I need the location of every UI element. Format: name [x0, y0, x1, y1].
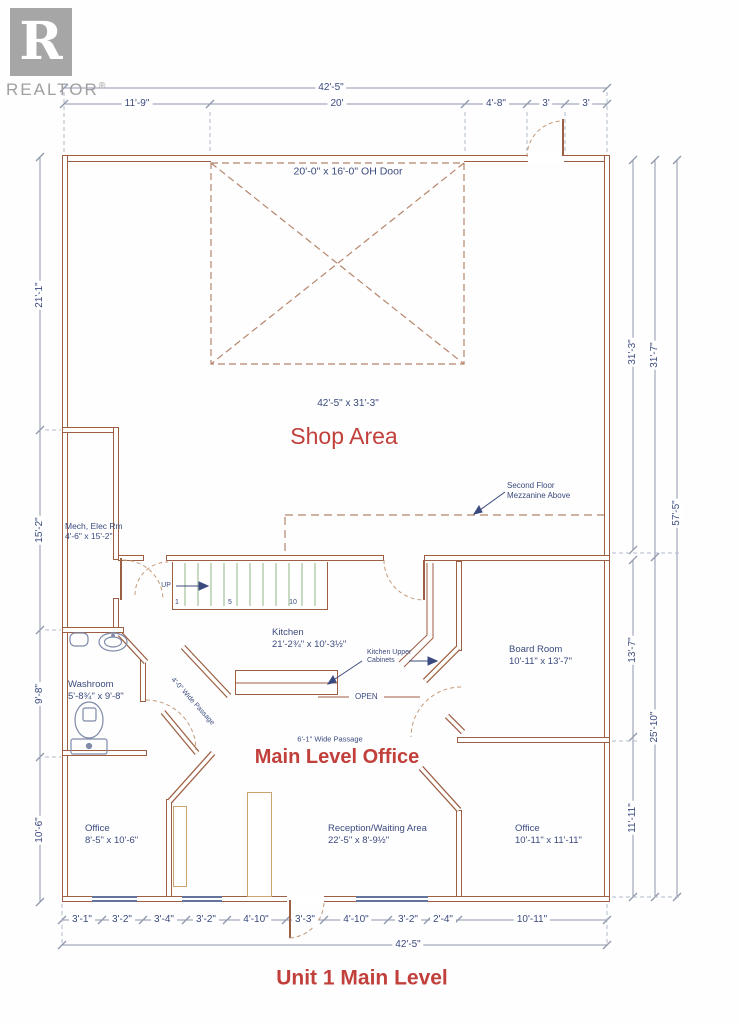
washroom-dim: 5'-8¾" x 9'-8" [68, 690, 124, 702]
cabinet-arrowhead-1 [328, 676, 336, 684]
dim-bottom-7: 3'-2" [395, 914, 421, 926]
dim-bottom-overall: 42'-5" [392, 939, 423, 951]
realtor-logo-letter: R [19, 11, 63, 72]
realtor-word: REALTOR [6, 80, 99, 99]
dim-bottom-9: 10'-11" [514, 914, 550, 926]
dim-right-31-3: 31'-3" [627, 339, 638, 365]
shop-area-dim: 42'-5" x 31'-3" [317, 398, 379, 409]
mezzanine-note-line1: Second Floor [507, 481, 555, 490]
shop-area-title: Shop Area [290, 423, 398, 450]
washroom-label [68, 679, 124, 703]
dim-bottom-2: 3'-4" [151, 914, 177, 926]
dim-left-1: 15'-2" [34, 517, 45, 543]
registered-mark: ® [98, 80, 106, 91]
board-room-name: Board Room [509, 644, 563, 655]
dim-bottom-6: 4'-10" [340, 914, 371, 926]
office-left-name: Office [85, 823, 110, 834]
dim-bottom-8: 2'-4" [430, 914, 456, 926]
mech-room-dim: 4'-6" x 15'-2" [65, 531, 113, 542]
washroom-name: Washroom [68, 679, 114, 690]
dim-bottom-5: 3'-3" [292, 914, 318, 926]
toilet-icon [71, 702, 107, 754]
dim-top-0: 11'-9" [122, 98, 153, 110]
dim-bottom-4: 4'-10" [240, 914, 271, 926]
dim-left-0: 21'-1" [34, 282, 45, 308]
office-left-label [85, 823, 138, 847]
kitchen-cabinets-note [367, 649, 411, 666]
main-level-office-title: Main Level Office [254, 746, 420, 768]
dim-top-overall: 42'-5" [315, 82, 346, 94]
dim-right-57-5: 57'-5" [671, 500, 682, 526]
reception-name: Reception/Waiting Area [328, 823, 427, 834]
dim-top-2: 4'-8" [483, 98, 509, 110]
oh-door-label: 20'-0" x 16'-0" OH Door [293, 165, 403, 178]
angled-walls-inner [120, 634, 463, 810]
office-right-name: Office [515, 823, 540, 834]
mezzanine-note-line2: Mezzanine Above [507, 490, 571, 500]
dim-right-11-11: 11'-11" [627, 803, 638, 833]
dim-left-3: 10'-6" [34, 817, 45, 843]
mech-room-name: Mech, Elec Rm [65, 521, 123, 531]
dim-top-4: 3' [579, 98, 592, 110]
page-title: Unit 1 Main Level [276, 966, 448, 990]
realtor-logo-wordmark [6, 80, 105, 100]
dim-top-1: 20' [327, 98, 346, 110]
oh-door-x-box [211, 163, 464, 364]
stair-number-1: 1 [175, 598, 179, 606]
extension-lines [45, 92, 682, 946]
door-leaves [121, 119, 563, 938]
reception-label [328, 823, 427, 847]
cabinet-arrowhead-2 [428, 657, 437, 665]
stair-number-10: 10 [289, 598, 297, 606]
board-room-dim: 10'-11" x 13'-7" [509, 655, 573, 667]
cabinets-note-line1: Kitchen Upper [367, 649, 412, 656]
urinal-icon [70, 633, 88, 646]
leader-arrows [176, 492, 505, 684]
dim-bottom-3: 3'-2" [193, 914, 219, 926]
dim-bottom-1: 3'-2" [109, 914, 135, 926]
stair-number-5: 5 [228, 598, 232, 606]
dim-right-13-7: 13'-7" [627, 637, 638, 663]
dimension-lines [40, 88, 677, 945]
passage-4ft-label: 4'-0" Wide Passage [169, 676, 216, 727]
dim-right-25-10: 25'-10" [649, 711, 660, 743]
realtor-logo-icon [10, 8, 72, 76]
open-label: OPEN [355, 692, 378, 701]
mezzanine-note [507, 481, 570, 500]
kitchen-name: Kitchen [272, 627, 304, 638]
kitchen-dim: 21'-2¾" x 10'-3½" [272, 638, 347, 650]
cabinet-leader-1 [332, 661, 362, 681]
kitchen-label [272, 627, 346, 651]
dim-left-2: 9'-8" [34, 684, 45, 704]
office-right-label [515, 823, 582, 847]
office-left-dim: 8'-5" x 10'-6" [85, 834, 139, 846]
door-swing-arcs [123, 121, 563, 938]
passage-6ft-label: 6'-1" Wide Passage [297, 734, 363, 744]
dim-right-31-7: 31'-7" [649, 342, 660, 368]
mezzanine-dashed-line [285, 515, 604, 553]
up-arrowhead [199, 582, 208, 590]
stairs-up-label: UP [161, 581, 171, 589]
cabinets-note-line2: Cabinets [367, 657, 395, 665]
reception-dim: 22'-5" x 8'-9½" [328, 834, 390, 846]
office-right-dim: 10'-11" x 11'-11" [515, 834, 582, 846]
sink-icon [99, 633, 127, 651]
board-room-label [509, 644, 572, 668]
dimension-tick-marks [36, 84, 681, 949]
mezzanine-arrowhead [474, 506, 482, 514]
mezzanine-leader [480, 492, 505, 510]
dim-top-3: 3' [539, 98, 552, 110]
dim-bottom-0: 3'-1" [69, 914, 95, 926]
mech-room-label [65, 521, 123, 541]
